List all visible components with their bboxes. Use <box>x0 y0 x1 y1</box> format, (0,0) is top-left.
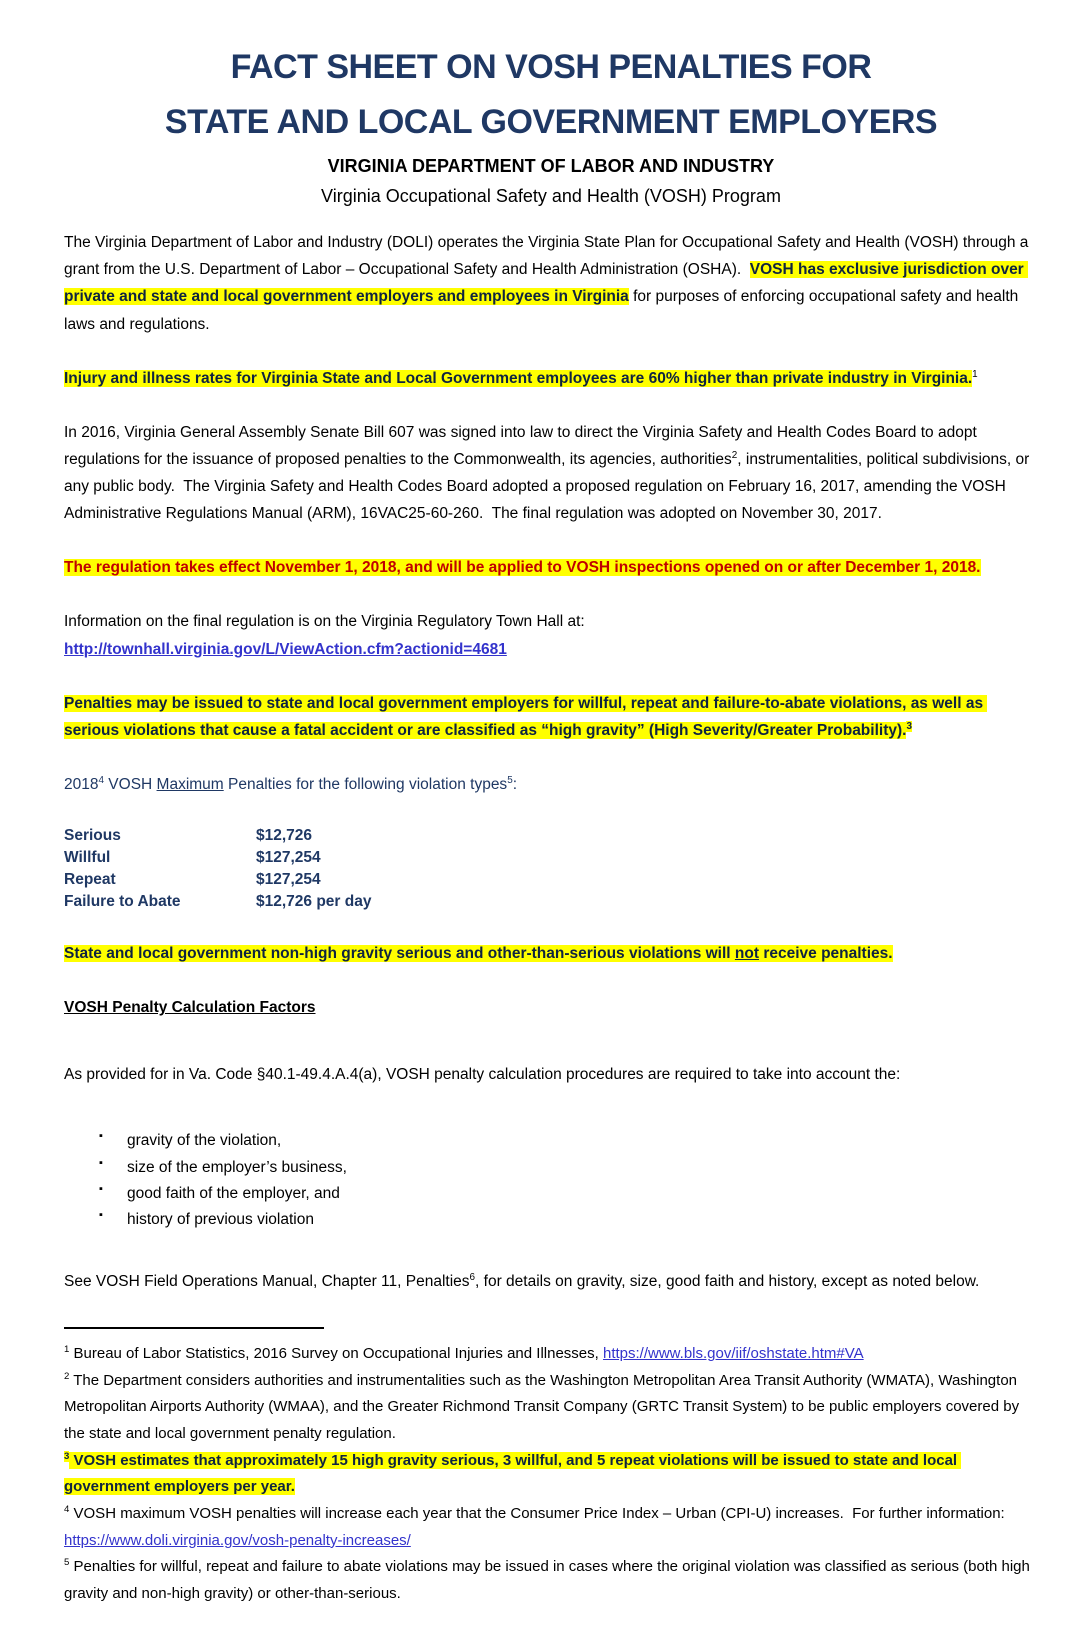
text-run: VOSH Penalty Calculation Factors <box>64 999 316 1017</box>
text-run: , instrumentalities, political subdivisions, or any public body. The Virginia Safety and Health Codes Board adopted a proposed regulation on February 16, 2017, amending the VOSH Administrative Regulations Manual (ARM), 16VAC25-60-260. The final regulation was adopted on November 30, 2017. <box>64 450 1034 523</box>
text-run: not <box>734 945 760 963</box>
paragraph <box>64 229 1038 338</box>
penalty-amount: $127,254 <box>256 849 321 867</box>
text-run: 2 <box>64 1370 70 1382</box>
penalty-amount: $12,726 <box>256 827 313 845</box>
text-run: Penalties may be issued to state and local government employers for willful, repeat and failure-to-abate violations, as well as serious violations that cause a fatal accident or are classified as “high gravity” (High Severity/Greater Probability). <box>64 694 988 739</box>
paragraph <box>64 940 1038 967</box>
text-run: 4 <box>98 774 104 786</box>
text-run: VOSH <box>104 775 157 793</box>
document-header <box>64 40 1038 207</box>
list-item: ▪ gravity of the violation, <box>127 1128 1038 1153</box>
penalty-amount: $12,726 per day <box>256 893 372 911</box>
text-run: Information on the final regulation is on the Virginia Regulatory Town Hall at: <box>64 613 585 631</box>
footnote <box>64 1501 1038 1554</box>
page-title-line-1: FACT SHEET ON VOSH PENALTIES FOR <box>230 48 872 86</box>
text-run: Injury and illness rates for Virginia State and Local Government employees are 60% higher than private industry in Virginia. <box>64 369 973 387</box>
text-run: 5 <box>507 774 513 786</box>
text-run: In 2016, Virginia General Assembly Senate Bill 607 was signed into law to direct the Virginia Safety and Health Codes Board to adopt regulations for the issuance of proposed penalties to the Commonwealth, its agencies, authorities <box>64 423 982 468</box>
text-run: The regulation takes effect November 1, 2018, and will be applied to VOSH inspections opened on or after December 1, 2018. <box>64 559 981 577</box>
penalty-amount: $127,254 <box>256 871 321 889</box>
text-run: State and local government non-high gravity serious and other-than-serious violations will <box>64 945 735 963</box>
text-run: The Department considers authorities and instrumentalities such as the Washington Metropolitan Area Transit Authority (WMATA), Washington Metropolitan Airports Authority (WMAA), and the Greater Richmond Transit Company (GRTC Transit System) to be public employers covered by the state and local government penalty regulation. <box>64 1371 1024 1443</box>
text-run: 1 <box>972 368 978 380</box>
hyperlink[interactable]: https://www.bls.gov/iif/oshstate.htm#VA <box>602 1344 864 1362</box>
text-run: , for details on gravity, size, good faith and history, except as noted below. <box>475 1272 980 1290</box>
list-item: ▪ size of the employer’s business, <box>127 1155 1038 1180</box>
penalty-violation-type: Failure to Abate <box>64 893 181 911</box>
footnote <box>64 1341 1038 1368</box>
footnote <box>64 1554 1038 1607</box>
paragraph <box>64 608 1038 662</box>
hyperlink[interactable]: https://www.doli.virginia.gov/vosh-penalty-increases/ <box>64 1531 411 1549</box>
hyperlink[interactable]: http://townhall.virginia.gov/L/ViewAction.cfm?actionid=4681 <box>64 640 507 658</box>
penalty-row <box>64 891 1038 913</box>
text-run: The Virginia Department of Labor and Industry (DOLI) operates the Virginia State Plan for Occupational Safety and Health (VOSH) through a grant from the U.S. Department of Labor – Occupational Safety and Health Administration (OSHA). <box>64 234 1033 279</box>
text-run: 3 <box>64 1450 70 1462</box>
penalty-violation-type: Serious <box>64 827 121 845</box>
paragraph <box>64 554 1038 581</box>
text-run: for purposes of enforcing occupational safety and health laws and regulations. <box>64 288 1023 333</box>
paragraph <box>64 419 1038 528</box>
text-run: 2018 <box>64 775 99 793</box>
text-run: 4 <box>64 1504 70 1516</box>
footnote <box>64 1448 1038 1501</box>
list-item: ▪ good faith of the employer, and <box>127 1181 1038 1206</box>
department-subtitle: VIRGINIA DEPARTMENT OF LABOR AND INDUSTRY <box>327 156 775 177</box>
page-title-line-2: STATE AND LOCAL GOVERNMENT EMPLOYERS <box>164 103 938 142</box>
text-run: Penalties for willful, repeat and failure to abate violations may be issued in cases where the original violation was classified as serious (both high gravity and non-high gravity) or other-than-serious. <box>64 1558 1035 1603</box>
text-run: Bureau of Labor Statistics, 2016 Survey on Occupational Injuries and Illnesses, <box>69 1344 603 1362</box>
text-run: Maximum <box>156 775 224 793</box>
text-run: 1 <box>64 1343 70 1355</box>
paragraph <box>64 1061 1038 1088</box>
paragraph <box>64 690 1038 744</box>
list-item: ▪ history of previous violation <box>127 1207 1038 1232</box>
penalty-violation-type: Repeat <box>64 871 116 889</box>
text-run: 2 <box>731 449 738 461</box>
program-subtitle: Virginia Occupational Safety and Health (VOSH) Program <box>321 186 781 207</box>
text-run: : <box>512 775 518 793</box>
penalty-table <box>64 825 1038 913</box>
text-run: VOSH maximum VOSH penalties will increase each year that the Consumer Price Index – Urban (CPI-U) increases. For further information: <box>69 1505 1014 1523</box>
text-run: 6 <box>469 1271 476 1283</box>
document-body <box>64 229 1038 1608</box>
text-run: VOSH has exclusive jurisdiction over private and state and local government employers and employees in Virginia <box>64 261 1029 306</box>
paragraph <box>64 994 1038 1021</box>
penalty-row <box>64 825 1038 847</box>
penalty-row <box>64 869 1038 891</box>
paragraph <box>64 771 1038 798</box>
text-run: 5 <box>64 1557 70 1569</box>
factor-list <box>64 1128 1038 1231</box>
text-run: As provided for in Va. Code §40.1-49.4.A.4(a), VOSH penalty calculation procedures are required to take into account the: <box>64 1066 901 1084</box>
text-run: See VOSH Field Operations Manual, Chapter 11, Penalties <box>64 1272 470 1290</box>
footnote-separator <box>64 1327 324 1329</box>
paragraph <box>64 365 1038 392</box>
penalty-row <box>64 847 1038 869</box>
text-run: VOSH estimates that approximately 15 high gravity serious, 3 willful, and 5 repeat violations will be issued to state and local government employers per year. <box>64 1451 962 1496</box>
text-run: receive penalties. <box>759 945 893 963</box>
penalty-violation-type: Willful <box>64 849 111 867</box>
text-run: 3 <box>906 720 912 732</box>
text-run: Penalties for the following violation types <box>223 775 508 793</box>
paragraph <box>64 1268 1038 1295</box>
